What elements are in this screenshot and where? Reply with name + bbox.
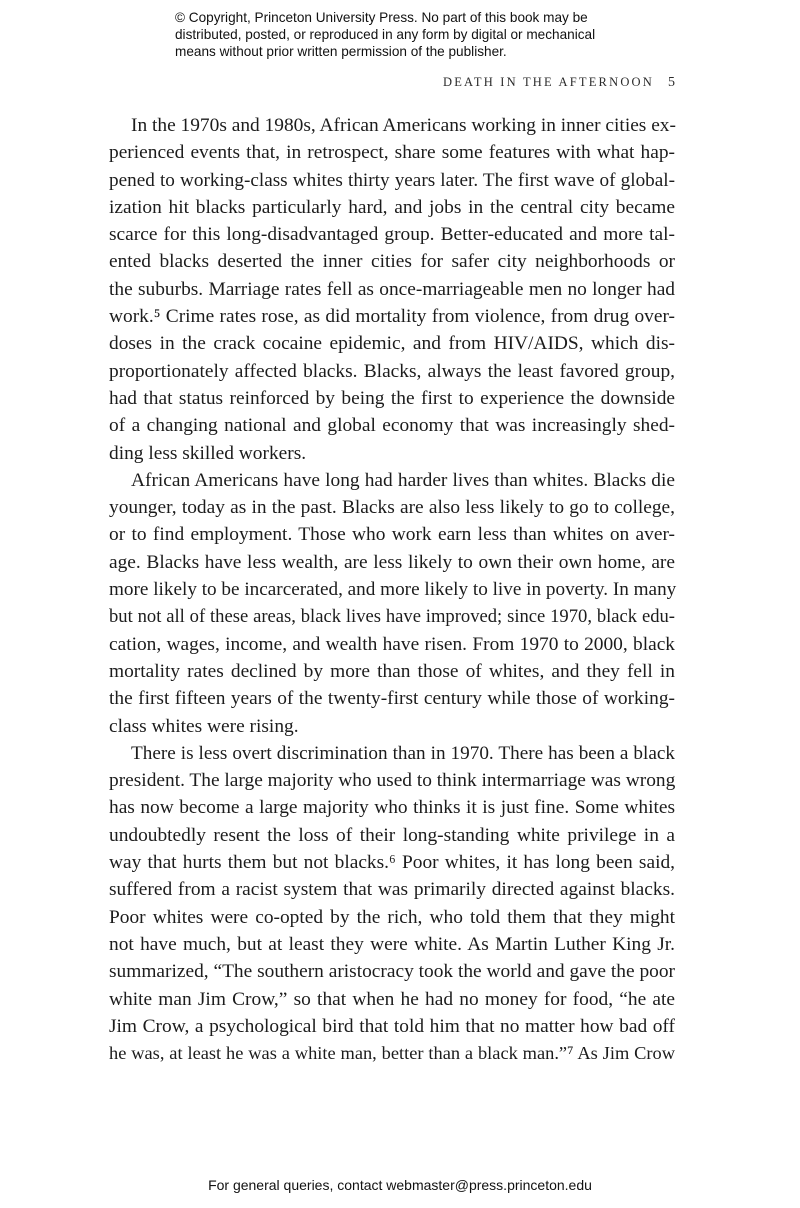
text-line: undoubtedly resent the loss of their long-standing white privilege in a <box>109 824 675 846</box>
text-line: In the 1970s and 1980s, African Americans working in inner cities ex- <box>131 115 676 136</box>
text-line: younger, today as in the past. Blacks are also less likely to go to college, <box>109 497 675 519</box>
text-line: Poor whites were co-opted by the rich, who told them that they might <box>109 906 675 928</box>
text-line: had that status reinforced by being the first to experience the downside <box>109 387 675 409</box>
text-line: but not all of these areas, black lives have improved; since 1970, black edu- <box>109 606 675 628</box>
text-line: summarized, “The southern aristocracy took the world and gave the poor <box>109 961 675 983</box>
text-line: ization hit blacks particularly hard, and jobs in the central city became <box>109 196 675 218</box>
text-line: or to find employment. Those who work earn less than whites on aver- <box>109 524 675 546</box>
text-line: African Americans have long had harder lives than whites. Blacks die <box>131 469 675 491</box>
text-line: age. Blacks have less wealth, are less likely to own their own home, are <box>109 551 675 573</box>
text-line: the suburbs. Marriage rates fell as once-marriageable men no longer had <box>109 278 675 300</box>
copyright-line: distributed, posted, or reproduced in any form by digital or mechanical <box>175 27 596 42</box>
text-line: cation, wages, income, and wealth have risen. From 1970 to 2000, black <box>109 633 675 655</box>
text-line: of a changing national and global economy that was increasingly shed- <box>109 415 675 437</box>
paragraph-2 <box>109 467 675 740</box>
text-line: suffered from a racist system that was primarily directed against blacks. <box>109 879 675 901</box>
text-line: perienced events that, in retrospect, share some features with what hap- <box>109 142 675 164</box>
text-line: There is less overt discrimination than in 1970. There has been a black <box>131 742 675 764</box>
text-line: proportionately affected blacks. Blacks, always the least favored group, <box>109 360 675 382</box>
text-line: scarce for this long-disadvantaged group. Better-educated and more tal- <box>109 224 675 246</box>
text-line: more likely to be incarcerated, and more likely to live in poverty. In many <box>109 579 677 601</box>
text-line: ented blacks deserted the inner cities for safer city neighborhoods or <box>109 251 675 273</box>
text-line: has now become a large majority who thinks it is just fine. Some whites <box>109 797 675 819</box>
text-line: not have much, but at least they were white. As Martin Luther King Jr. <box>109 933 675 955</box>
text-line: Jim Crow, a psychological bird that told him that no matter how bad off <box>109 1015 675 1037</box>
paragraph-3 <box>109 740 675 1068</box>
text-line: class whites were rising. <box>109 715 299 737</box>
body-text <box>109 112 675 1067</box>
running-head <box>109 75 675 91</box>
paragraph-1 <box>109 112 675 467</box>
text-line: doses in the crack cocaine epidemic, and from HIV/AIDS, which dis- <box>109 333 675 355</box>
text-line: work.⁵ Crime rates rose, as did mortality from violence, from drug over- <box>109 306 675 328</box>
copyright-line: © Copyright, Princeton University Press. No part of this book may be <box>175 10 588 25</box>
text-line: president. The large majority who used to think intermarriage was wrong <box>109 770 676 792</box>
text-line: mortality rates declined by more than those of whites, and they fell in <box>109 660 675 682</box>
copyright-notice <box>175 9 655 60</box>
copyright-line: means without prior written permission of the publisher. <box>175 44 507 59</box>
text-line: ding less skilled workers. <box>109 442 307 464</box>
text-line: pened to working-class whites thirty years later. The first wave of global- <box>109 169 675 191</box>
text-line: way that hurts them but not blacks.⁶ Poor whites, it has long been said, <box>109 852 675 874</box>
text-line: he was, at least he was a white man, better than a black man.”⁷ As Jim Crow <box>109 1043 675 1064</box>
text-line: the first fifteen years of the twenty-first century while those of working- <box>109 688 675 710</box>
page-number: 5 <box>668 75 675 90</box>
running-head-title: DEATH IN THE AFTERNOON <box>442 75 654 89</box>
footer-contact: For general queries, contact webmaster@press.princeton.edu <box>208 1177 592 1193</box>
text-line: white man Jim Crow,” so that when he had no money for food, “he ate <box>109 988 675 1010</box>
